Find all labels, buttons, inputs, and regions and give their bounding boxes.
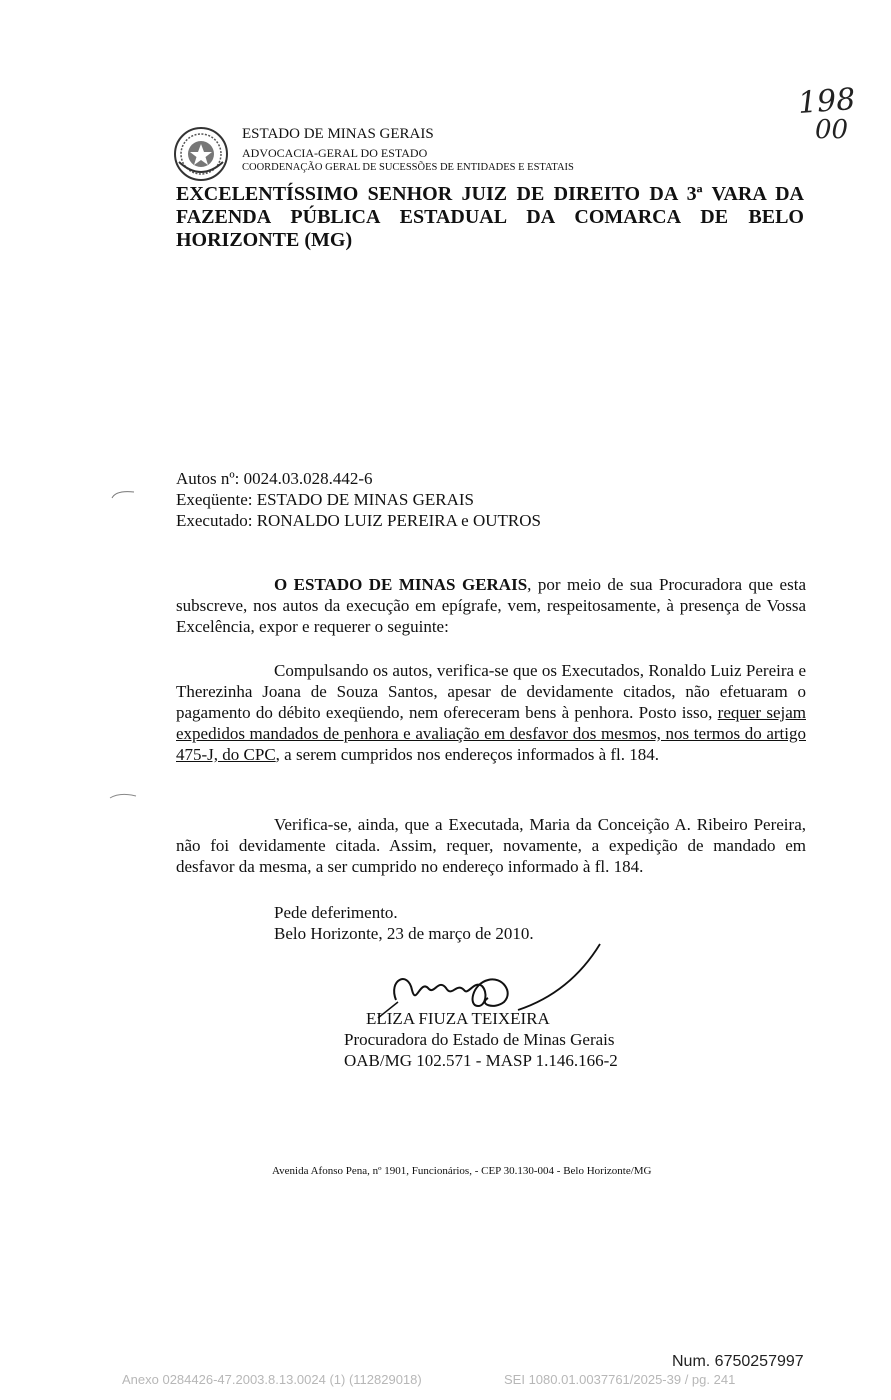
paragraph-request: Compulsando os autos, verifica-se que os Executados, Ronaldo Luiz Pereira e Therezinha Joana de Souza Santos, apesar de devidamente citados, não efetuaram o pagamento do débito exeqüendo, nem ofereceram bens à penhora. Posto isso, requer sejam expedidos mandados de penhora e avaliação em desfavor dos mesmos, nos termos do artigo 475-J, do CPC, a serem cumpridos nos endereços informados à fl. 184. xyxy=(176,661,806,764)
coat-of-arms-seal-icon xyxy=(173,126,229,182)
header-state: ESTADO DE MINAS GERAIS xyxy=(242,126,434,142)
closing-request: Pede deferimento. xyxy=(274,903,398,922)
document-number: Num. 6750257997 xyxy=(672,1353,804,1370)
signer-registration: OAB/MG 102.571 - MASP 1.146.166-2 xyxy=(344,1051,618,1070)
signer-block xyxy=(344,1008,618,1071)
paragraph-citation: Verifica-se, ainda, que a Executada, Maria da Conceição A. Ribeiro Pereira, não foi devidamente citada. Assim, requer, novamente, a expedição de mandado em desfavor da mesma, a ser cumprido no endereço informado à fl. 184. xyxy=(176,815,806,876)
closing-place-date: Belo Horizonte, 23 de março de 2010. xyxy=(274,924,534,943)
sei-reference: SEI 1080.01.0037761/2025-39 / pg. 241 xyxy=(504,1372,736,1387)
closing xyxy=(274,902,534,944)
handwritten-page-mark: 00 xyxy=(815,115,849,145)
signer-title: Procuradora do Estado de Minas Gerais xyxy=(344,1030,615,1049)
case-number: Autos nº: 0024.03.028.442-6 xyxy=(176,469,373,488)
signer-name: ELIZA FIUZA TEIXEIRA xyxy=(366,1009,550,1028)
header-agency: ADVOCACIA-GERAL DO ESTADO xyxy=(242,146,428,160)
case-plaintiff: Exeqüente: ESTADO DE MINAS GERAIS xyxy=(176,490,474,509)
annex-reference: Anexo 0284426-47.2003.8.13.0024 (1) (112829018) xyxy=(122,1372,422,1387)
case-defendant: Executado: RONALDO LUIZ PEREIRA e OUTROS xyxy=(176,511,541,530)
header-coordination: COORDENAÇÃO GERAL DE SUCESSÕES DE ENTIDADES E ESTATAIS xyxy=(242,162,574,173)
addressee: EXCELENTÍSSIMO SENHOR JUIZ DE DIREITO DA 3ª VARA DA FAZENDA PÚBLICA ESTADUAL DA COMARCA DE BELO HORIZONTE (MG) xyxy=(176,183,804,251)
margin-scribble-icon xyxy=(108,488,138,502)
handwritten-page-number: 198 xyxy=(796,82,857,121)
party-name: O ESTADO DE MINAS GERAIS xyxy=(274,575,528,594)
footer-address: Avenida Afonso Pena, nº 1901, Funcionários, - CEP 30.130-004 - Belo Horizonte/MG xyxy=(272,1165,652,1177)
paragraph-introduction: O ESTADO DE MINAS GERAIS, por meio de sua Procuradora que esta subscreve, nos autos da execução em epígrafe, vem, respeitosamente, à presença de Vossa Excelência, expor e requerer o seguinte: xyxy=(176,575,806,636)
underlined-request: requer sejam expedidos mandados de penhora e avaliação em desfavor dos mesmos, nos termos do artigo 475-J, do CPC xyxy=(176,703,806,764)
margin-scribble-icon xyxy=(108,790,138,804)
case-references xyxy=(176,468,541,531)
